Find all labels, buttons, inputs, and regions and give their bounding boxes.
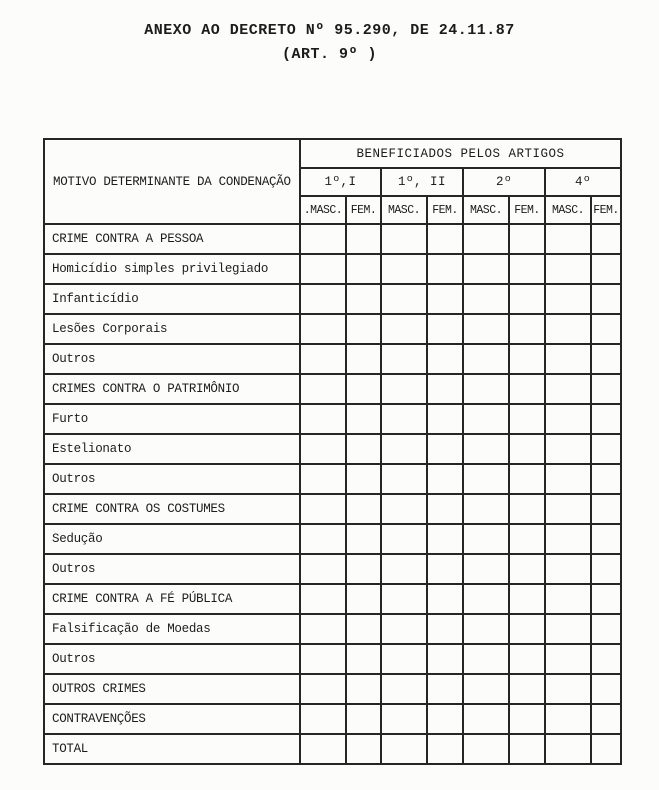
table-body <box>44 224 621 764</box>
value-cell <box>300 704 346 734</box>
row-label: Outros <box>44 644 300 674</box>
value-cell <box>381 464 427 494</box>
value-cell <box>545 254 591 284</box>
value-cell <box>509 584 545 614</box>
value-cell <box>300 464 346 494</box>
value-cell <box>346 254 381 284</box>
value-cell <box>509 254 545 284</box>
value-cell <box>427 404 463 434</box>
row-label: CRIME CONTRA A FÉ PÚBLICA <box>44 584 300 614</box>
value-cell <box>300 374 346 404</box>
value-cell <box>591 374 621 404</box>
table-row <box>44 674 621 704</box>
value-cell <box>346 704 381 734</box>
value-cell <box>427 524 463 554</box>
document-subtitle: (ART. 9º ) <box>281 46 377 63</box>
value-cell <box>509 734 545 764</box>
value-cell <box>300 554 346 584</box>
value-cell <box>509 614 545 644</box>
document-title: ANEXO AO DECRETO Nº 95.290, DE 24.11.87 <box>144 22 515 39</box>
value-cell <box>545 344 591 374</box>
motivo-header-cell: MOTIVO DETERMINANTE DA CONDENAÇÃO <box>44 139 300 224</box>
table-header <box>44 139 621 224</box>
beneficiados-form-table <box>43 138 622 765</box>
value-cell <box>509 344 545 374</box>
value-cell <box>346 584 381 614</box>
value-cell <box>591 554 621 584</box>
row-label: TOTAL <box>44 734 300 764</box>
value-cell <box>591 344 621 374</box>
value-cell <box>463 284 509 314</box>
value-cell <box>545 374 591 404</box>
value-cell <box>509 374 545 404</box>
value-cell <box>300 524 346 554</box>
value-cell <box>381 494 427 524</box>
value-cell <box>545 284 591 314</box>
value-cell <box>463 224 509 254</box>
table-row <box>44 254 621 284</box>
value-cell <box>346 494 381 524</box>
value-cell <box>381 584 427 614</box>
row-label: Outros <box>44 554 300 584</box>
value-cell <box>591 584 621 614</box>
table-row <box>44 284 621 314</box>
value-cell <box>346 314 381 344</box>
value-cell <box>381 224 427 254</box>
row-label: CRIMES CONTRA O PATRIMÔNIO <box>44 374 300 404</box>
value-cell <box>591 674 621 704</box>
value-cell <box>463 344 509 374</box>
value-cell <box>346 524 381 554</box>
value-cell <box>509 224 545 254</box>
value-cell <box>381 314 427 344</box>
value-cell <box>509 554 545 584</box>
value-cell <box>346 464 381 494</box>
value-cell <box>463 584 509 614</box>
value-cell <box>545 734 591 764</box>
value-cell <box>346 674 381 704</box>
value-cell <box>591 404 621 434</box>
value-cell <box>463 374 509 404</box>
value-cell <box>300 344 346 374</box>
table-row <box>44 344 621 374</box>
value-cell <box>300 254 346 284</box>
gender-header-4: FEM. <box>427 196 463 224</box>
value-cell <box>463 644 509 674</box>
table-row <box>44 434 621 464</box>
table-row <box>44 614 621 644</box>
value-cell <box>591 614 621 644</box>
value-cell <box>463 704 509 734</box>
value-cell <box>591 494 621 524</box>
value-cell <box>463 734 509 764</box>
row-label: Outros <box>44 464 300 494</box>
value-cell <box>463 254 509 284</box>
value-cell <box>509 494 545 524</box>
value-cell <box>545 404 591 434</box>
value-cell <box>591 224 621 254</box>
table-row <box>44 314 621 344</box>
value-cell <box>545 674 591 704</box>
value-cell <box>300 284 346 314</box>
value-cell <box>463 464 509 494</box>
value-cell <box>463 314 509 344</box>
value-cell <box>509 644 545 674</box>
value-cell <box>427 224 463 254</box>
gender-header-2: FEM. <box>346 196 381 224</box>
row-label: Sedução <box>44 524 300 554</box>
value-cell <box>509 284 545 314</box>
gender-header-6: FEM. <box>509 196 545 224</box>
value-cell <box>463 404 509 434</box>
value-cell <box>591 434 621 464</box>
gender-header-8: FEM. <box>591 196 621 224</box>
value-cell <box>300 314 346 344</box>
value-cell <box>300 494 346 524</box>
value-cell <box>346 614 381 644</box>
value-cell <box>427 704 463 734</box>
table-row <box>44 524 621 554</box>
row-label: Infanticídio <box>44 284 300 314</box>
table-row <box>44 584 621 614</box>
value-cell <box>300 584 346 614</box>
value-cell <box>346 374 381 404</box>
value-cell <box>463 614 509 644</box>
value-cell <box>427 254 463 284</box>
value-cell <box>381 734 427 764</box>
value-cell <box>545 644 591 674</box>
value-cell <box>509 524 545 554</box>
value-cell <box>591 314 621 344</box>
table-row <box>44 374 621 404</box>
value-cell <box>381 704 427 734</box>
value-cell <box>427 614 463 644</box>
value-cell <box>591 644 621 674</box>
row-label: Homicídio simples privilegiado <box>44 254 300 284</box>
value-cell <box>427 284 463 314</box>
value-cell <box>509 434 545 464</box>
table-row <box>44 404 621 434</box>
value-cell <box>427 494 463 524</box>
artigo-group-header-3: 2º <box>463 168 545 196</box>
value-cell <box>381 614 427 644</box>
value-cell <box>300 614 346 644</box>
artigo-group-header-4: 4º <box>545 168 621 196</box>
value-cell <box>427 584 463 614</box>
value-cell <box>463 494 509 524</box>
value-cell <box>346 344 381 374</box>
artigo-group-header-2: 1º, II <box>381 168 463 196</box>
value-cell <box>509 404 545 434</box>
value-cell <box>300 404 346 434</box>
value-cell <box>463 524 509 554</box>
value-cell <box>381 674 427 704</box>
value-cell <box>545 314 591 344</box>
value-cell <box>346 434 381 464</box>
value-cell <box>545 494 591 524</box>
value-cell <box>509 464 545 494</box>
row-label: CRIME CONTRA OS COSTUMES <box>44 494 300 524</box>
value-cell <box>381 374 427 404</box>
value-cell <box>591 464 621 494</box>
value-cell <box>427 434 463 464</box>
value-cell <box>381 554 427 584</box>
value-cell <box>381 254 427 284</box>
row-label: Falsificação de Moedas <box>44 614 300 644</box>
value-cell <box>381 524 427 554</box>
document-title-block <box>0 22 659 63</box>
value-cell <box>427 314 463 344</box>
value-cell <box>346 644 381 674</box>
table-row <box>44 224 621 254</box>
value-cell <box>427 734 463 764</box>
value-cell <box>346 734 381 764</box>
value-cell <box>545 224 591 254</box>
value-cell <box>463 554 509 584</box>
value-cell <box>381 284 427 314</box>
value-cell <box>381 644 427 674</box>
value-cell <box>300 674 346 704</box>
value-cell <box>509 674 545 704</box>
gender-header-3: MASC. <box>381 196 427 224</box>
value-cell <box>300 224 346 254</box>
value-cell <box>591 284 621 314</box>
value-cell <box>545 584 591 614</box>
value-cell <box>591 254 621 284</box>
value-cell <box>381 434 427 464</box>
value-cell <box>545 524 591 554</box>
value-cell <box>463 434 509 464</box>
row-label: Furto <box>44 404 300 434</box>
value-cell <box>591 734 621 764</box>
value-cell <box>346 284 381 314</box>
value-cell <box>346 224 381 254</box>
value-cell <box>427 374 463 404</box>
table-row <box>44 644 621 674</box>
value-cell <box>300 434 346 464</box>
value-cell <box>427 344 463 374</box>
row-label: OUTROS CRIMES <box>44 674 300 704</box>
table-row <box>44 704 621 734</box>
value-cell <box>346 554 381 584</box>
value-cell <box>545 434 591 464</box>
table-row <box>44 734 621 764</box>
value-cell <box>427 464 463 494</box>
value-cell <box>427 674 463 704</box>
value-cell <box>545 614 591 644</box>
value-cell <box>300 734 346 764</box>
table-row <box>44 554 621 584</box>
value-cell <box>381 404 427 434</box>
value-cell <box>545 704 591 734</box>
value-cell <box>300 644 346 674</box>
value-cell <box>427 644 463 674</box>
table-row <box>44 494 621 524</box>
gender-header-1: .MASC. <box>300 196 346 224</box>
row-label: CRIME CONTRA A PESSOA <box>44 224 300 254</box>
table-row <box>44 464 621 494</box>
beneficiados-header-cell: BENEFICIADOS PELOS ARTIGOS <box>300 139 621 168</box>
gender-header-7: MASC. <box>545 196 591 224</box>
row-label: Lesões Corporais <box>44 314 300 344</box>
value-cell <box>591 524 621 554</box>
value-cell <box>591 704 621 734</box>
row-label: Estelionato <box>44 434 300 464</box>
value-cell <box>545 464 591 494</box>
value-cell <box>346 404 381 434</box>
value-cell <box>509 314 545 344</box>
row-label: Outros <box>44 344 300 374</box>
value-cell <box>427 554 463 584</box>
value-cell <box>509 704 545 734</box>
value-cell <box>545 554 591 584</box>
value-cell <box>381 344 427 374</box>
row-label: CONTRAVENÇÕES <box>44 704 300 734</box>
value-cell <box>463 674 509 704</box>
gender-header-5: MASC. <box>463 196 509 224</box>
artigo-group-header-1: 1º,I <box>300 168 381 196</box>
